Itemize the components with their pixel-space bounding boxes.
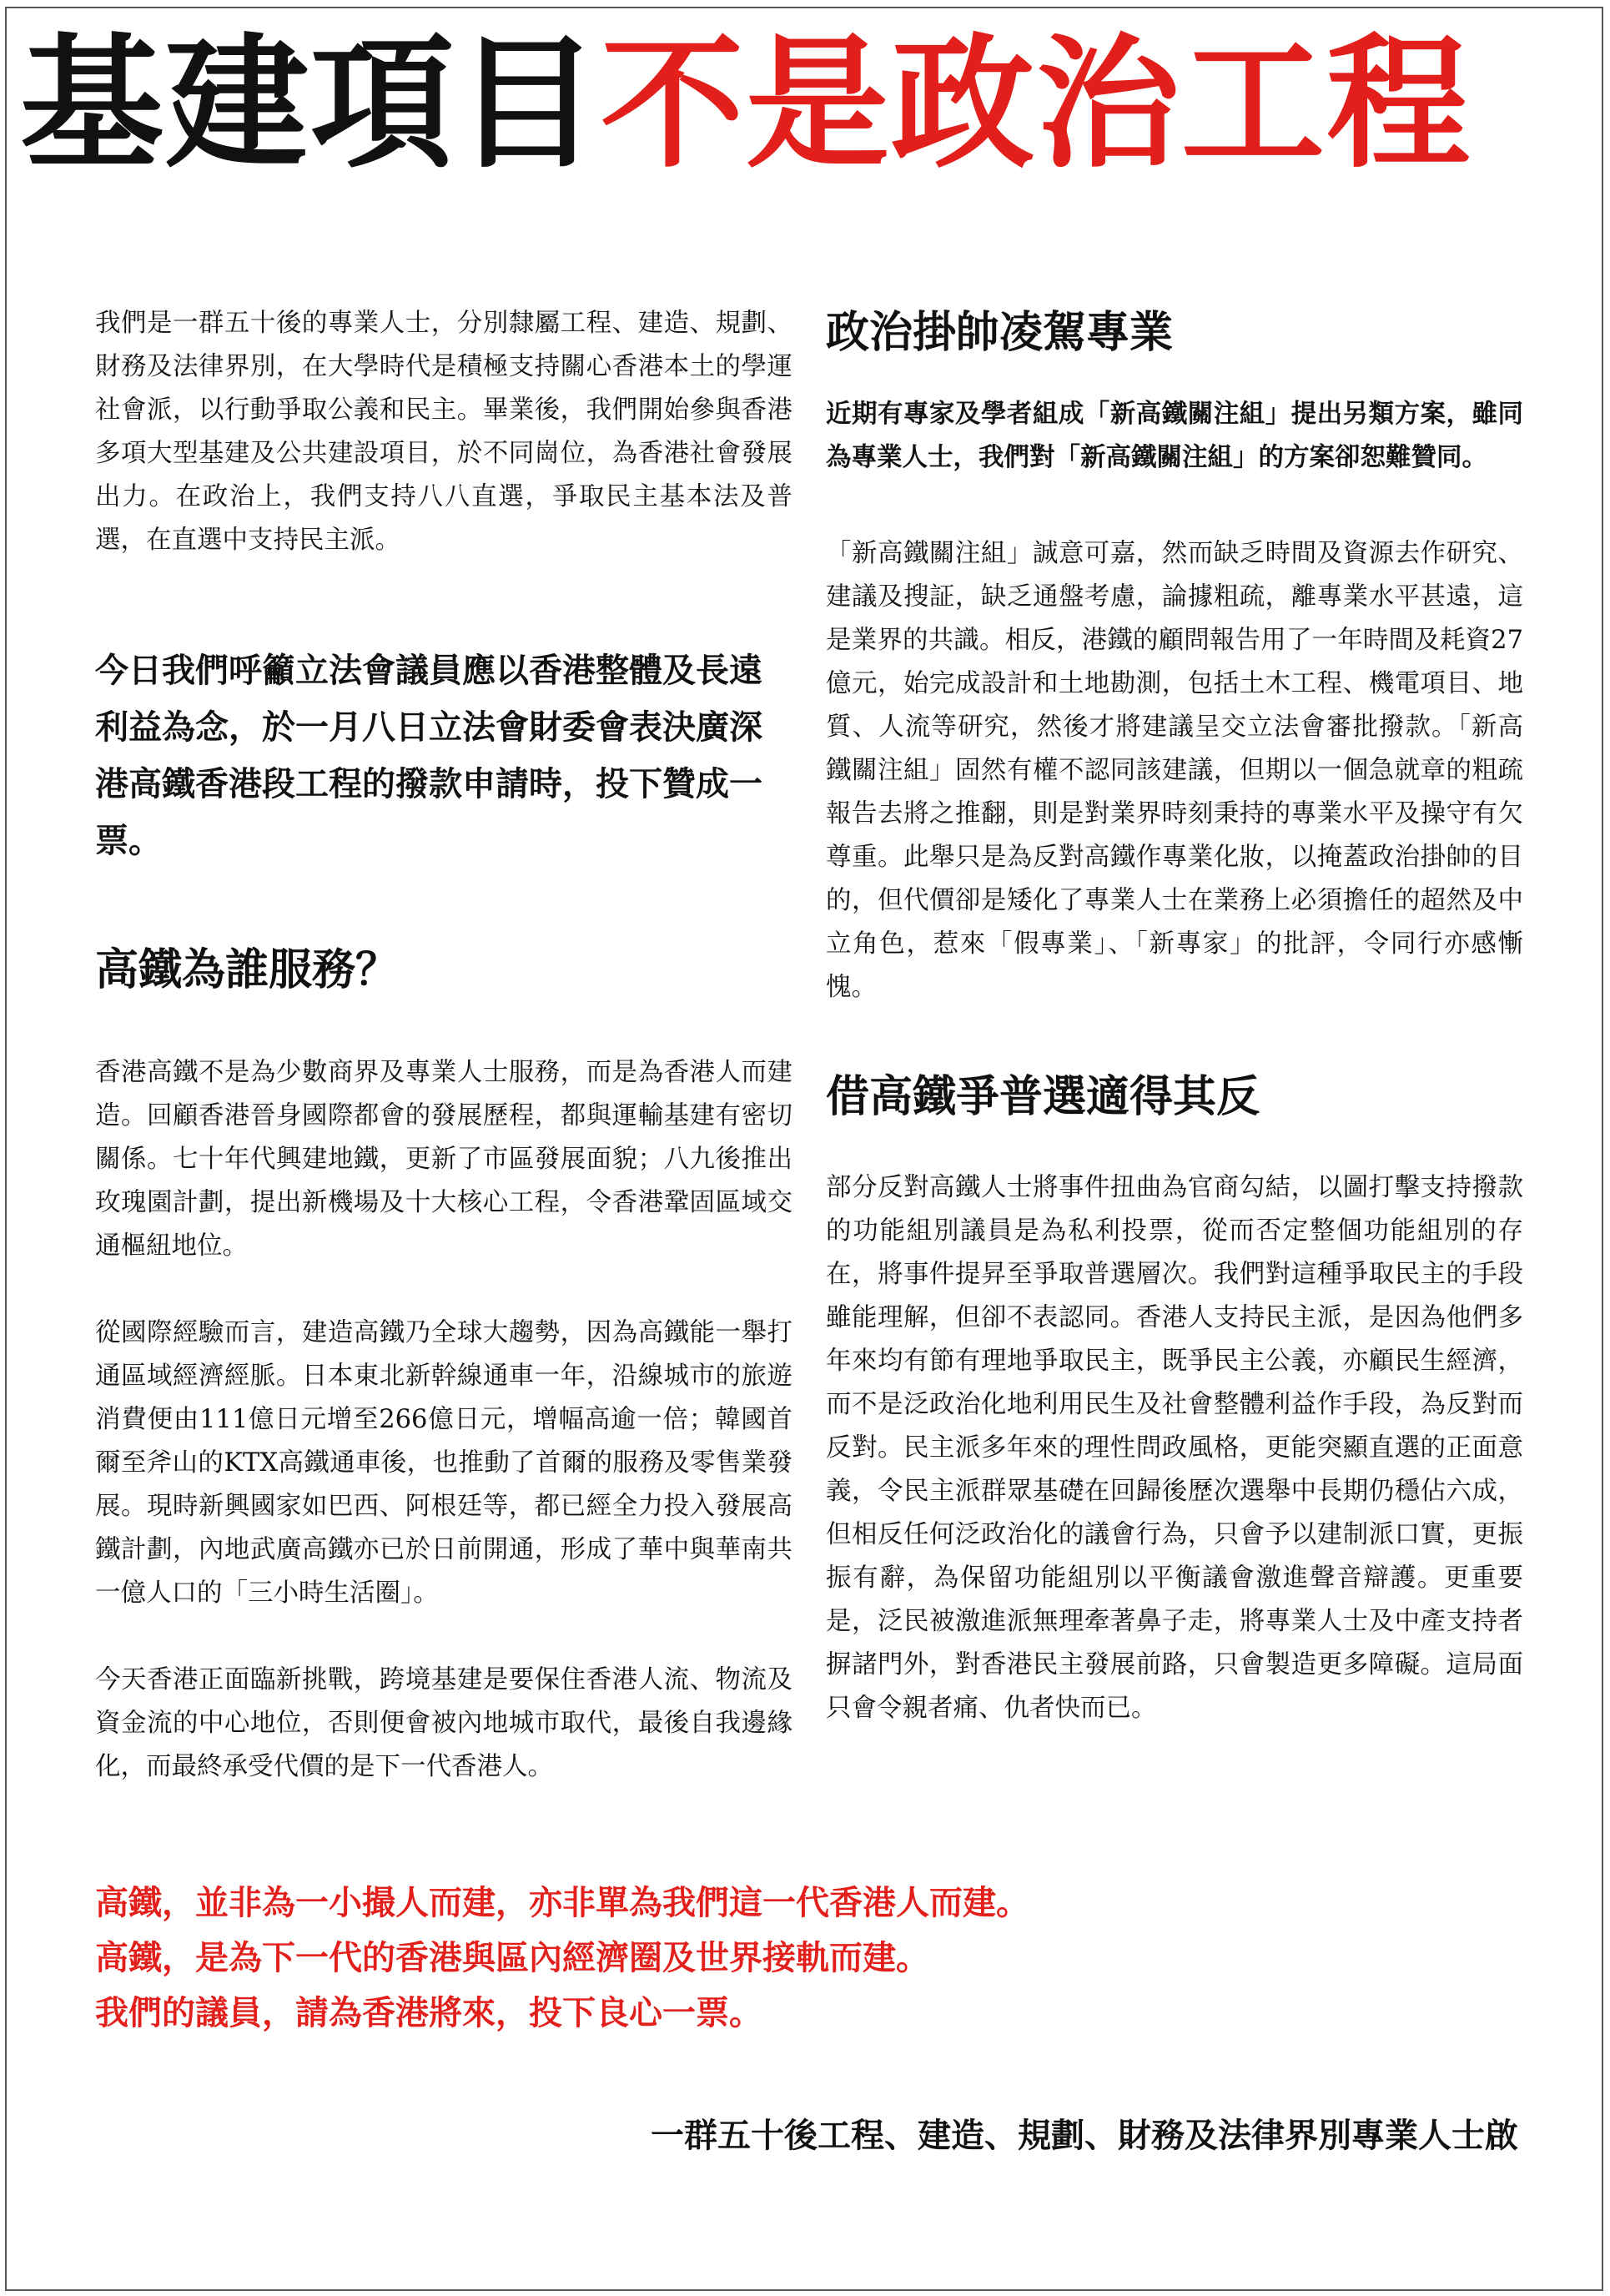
politics-lead-paragraph: 近期有專家及學者組成「新高鐵關注組」提出另類方案，雖同為專業人士，我們對「新高鐵關注組」的方案卻恕難贊同。: [826, 399, 1523, 472]
politics-body-paragraph: 「新高鐵關注組」誠意可嘉，然而缺乏時間及資源去作研究、建議及搜証，缺乏通盤考慮，論據粗疏，離專業水平甚遠，這是業界的共識。相反，港鐵的顧問報告用了一年時間及耗資27億元，始完成設計和土地勘測，包括土木工程、機電項目、地質、人流等研究，然後才將建議呈交立法會審批撥款。「新高鐵關注組」固然有權不認同該建議，但期以一個急就章的粗疏報告去將之推翻，則是對業界時刻秉持的專業水平及操守有欠尊重。此舉只是為反對高鐵作專業化妝，以掩蓋政治掛帥的目的，但代價卻是矮化了專業人士在業務上必須擔任的超然及中立角色，惹來「假專業」、「新專家」的批評，令同行亦感慚愧。: [826, 539, 1523, 1002]
paragraph-hk-rail: 香港高鐵不是為少數商界及專業人士服務，而是為香港人而建造。回顧香港晉身國際都會的發展歷程，都與運輸基建有密切關係。七十年代興建地鐵，更新了市區發展面貌；八九後推出玫瑰園計劃，提出新機場及十大核心工程，令香港鞏固區域交通樞紐地位。: [95, 1058, 792, 1261]
headline: [20, 17, 1588, 192]
section-heading-suffrage: 借高鐵爭普選適得其反: [826, 1072, 1260, 1122]
suffrage-body-paragraph: 部分反對高鐵人士將事件扭曲為官商勾結，以圖打擊支持撥款的功能組別議員是為私利投票，從而否定整個功能組別的存在，將事件提昇至爭取普選層次。我們對這種爭取民主的手段雖能理解，但卻不表認同。香港人支持民主派，是因為他們多年來均有節有理地爭取民主，既爭民主公義，亦顧民生經濟，而不是泛政治化地利用民生及社會整體利益作手段，為反對而反對。民主派多年來的理性問政風格，更能突顯直選的正面意義，令民主派群眾基礎在回歸後歷次選舉中長期仍穩佔六成，但相反任何泛政治化的議會行為，只會予以建制派口實，更振振有辭，為保留功能組別以平衡議會激進聲音辯護。更重要是，泛民被激進派無理牽著鼻子走，將專業人士及中產支持者摒諸門外，對香港民主發展前路，只會製造更多障礙。這局面只會令親者痛、仇者快而已。: [826, 1173, 1523, 1723]
section-heading-who-served: 高鐵為誰服務？: [95, 945, 400, 995]
closing-statement: [95, 1876, 1530, 2041]
appeal-callout: 今日我們呼籲立法會議員應以香港整體及長遠利益為念，於一月八日立法會財委會表決廣深港高鐵香港段工程的撥款申請時，投下贊成一票。: [95, 652, 762, 860]
closing-line-3: 我們的議員，請為香港將來，投下良心一票。: [95, 1994, 762, 2032]
intro-paragraph: 我們是一群五十後的專業人士，分別隸屬工程、建造、規劃、財務及法律界別，在大學時代是積極支持關心香港本土的學運社會派，以行動爭取公義和民主。畢業後，我們開始參與香港多項大型基建及公共建設項目，於不同崗位，為香港社會發展出力。在政治上，我們支持八八直選，爭取民主基本法及普選，在直選中支持民主派。: [95, 309, 792, 555]
right-column: [826, 304, 1523, 1730]
closing-line-2: 高鐵，是為下一代的香港與區內經濟圈及世界接軌而建。: [95, 1939, 929, 1977]
left-column: [95, 302, 792, 1789]
signature: 一群五十後工程、建造、規劃、財務及法律界別專業人士啟: [651, 2117, 1518, 2155]
section-heading-politics: 政治掛帥凌駕專業: [826, 308, 1174, 358]
headline-black: 基建項目: [20, 20, 601, 188]
paragraph-international: 從國際經驗而言，建造高鐵乃全球大趨勢，因為高鐵能一舉打通區域經濟經脈。日本東北新幹線通車一年，沿線城市的旅遊消費便由111億日元增至266億日元，增幅高逾一倍；韓國首爾至斧山的KTX高鐵通車後，也推動了首爾的服務及零售業發展。現時新興國家如巴西、阿根廷等，都已經全力投入發展高鐵計劃，內地武廣高鐵亦已於日前開通，形成了華中與華南共一億人口的「三小時生活圈」。: [95, 1318, 792, 1608]
closing-line-1: 高鐵，並非為一小撮人而建，亦非單為我們這一代香港人而建。: [95, 1884, 1029, 1922]
paragraph-challenge: 今天香港正面臨新挑戰，跨境基建是要保住香港人流、物流及資金流的中心地位，否則便會被內地城市取代，最後自我邊緣化，而最終承受代價的是下一代香港人。: [95, 1665, 792, 1781]
headline-red: 不是政治工程: [601, 20, 1472, 188]
